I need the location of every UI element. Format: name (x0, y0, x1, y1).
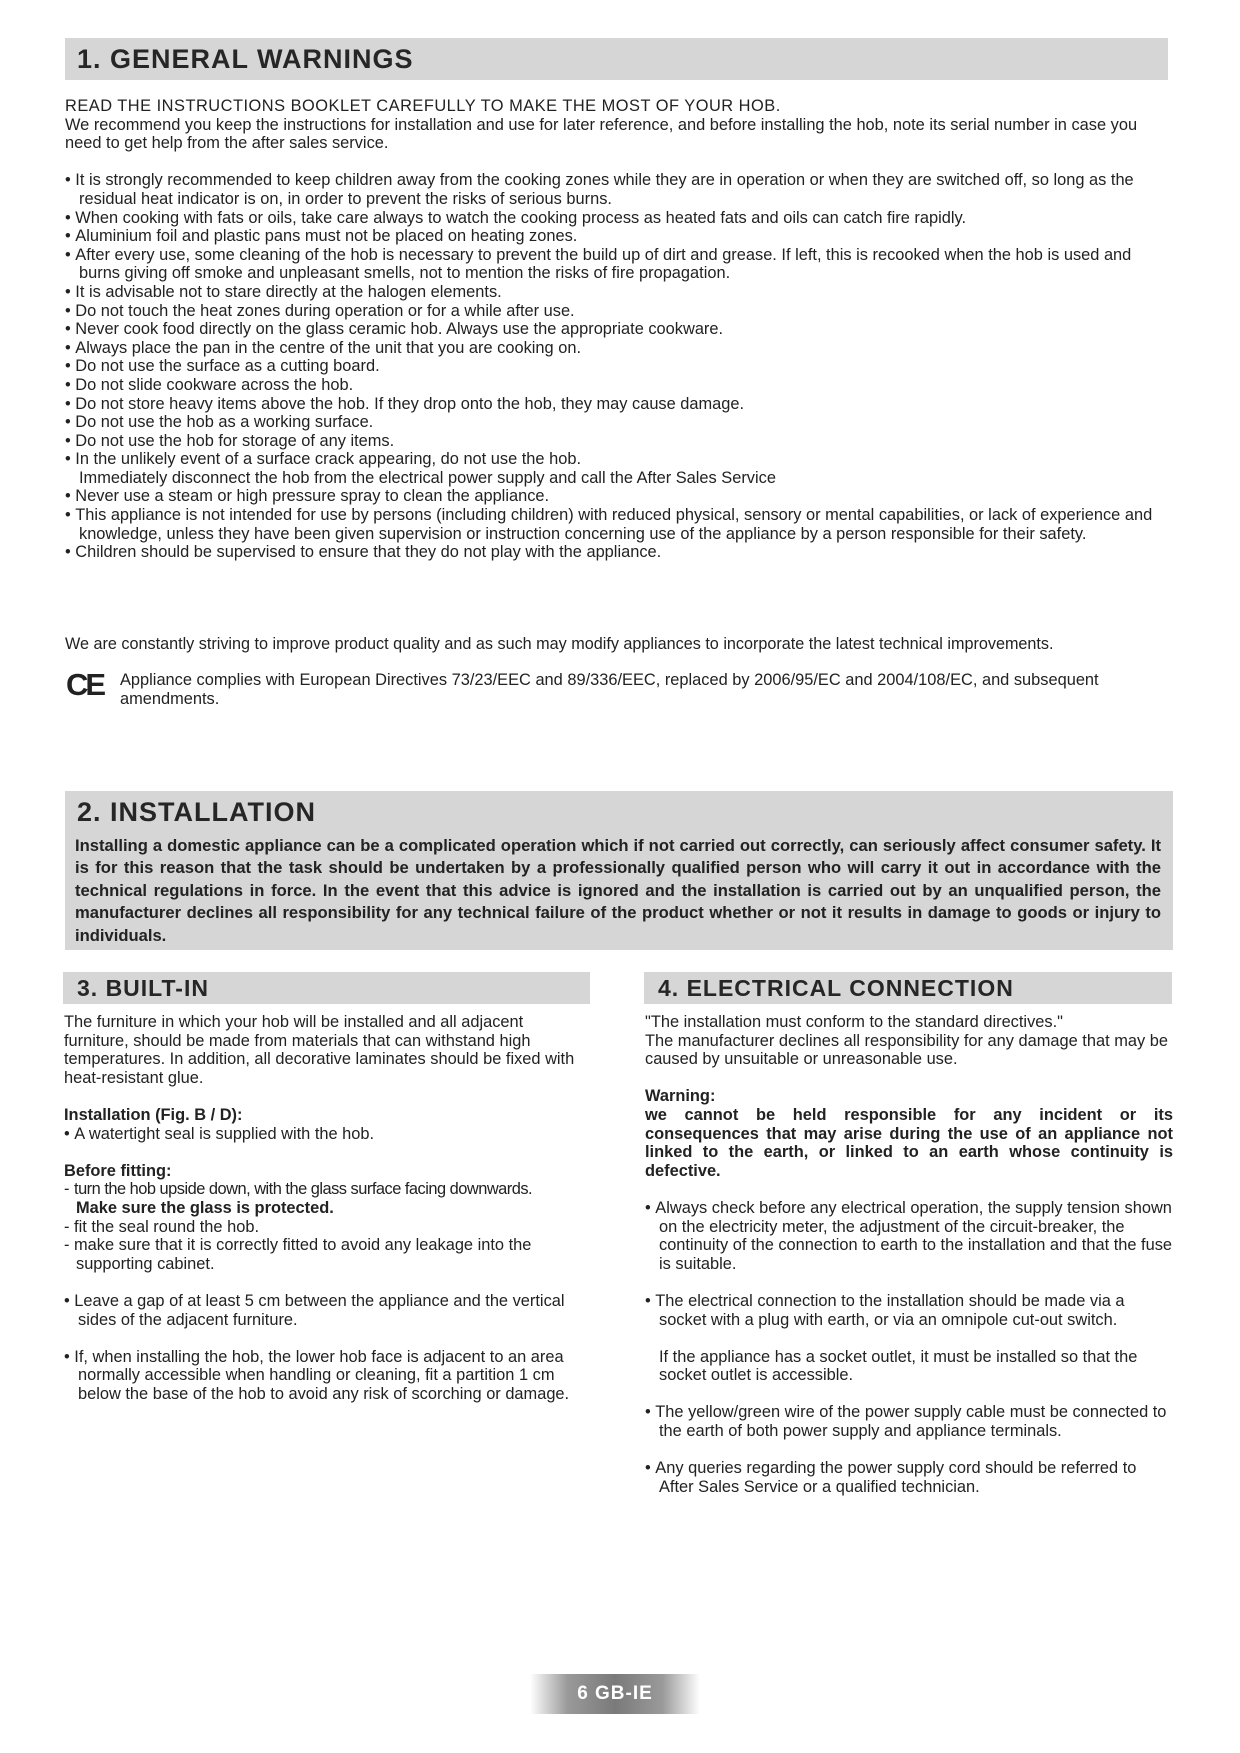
fitting-step-text: turn the hob upside down, with the glass surface facing downwards. (74, 1180, 533, 1199)
section-4-header: 4. ELECTRICAL CONNECTION (644, 972, 1172, 1004)
general-warnings-body (65, 97, 1173, 562)
ce-mark-icon: CE (66, 667, 104, 702)
section-3-header: 3. BUILT-IN (63, 972, 590, 1004)
socket-outlet-note: If the appliance has a socket outlet, it must be installed so that the socket outlet is accessible. (659, 1347, 1138, 1385)
list-item: • Do not use the hob for storage of any items. (65, 432, 1173, 451)
fitting-step: - make sure that it is correctly fitted to avoid any leakage into the supporting cabinet. (64, 1236, 591, 1273)
list-item: • If, when installing the hob, the lower hob face is adjacent to an area normally accessible when handling or cleaning, fit a partition 1 cm below the base of the hob to avoid any risk of scorching or damage. (64, 1348, 591, 1404)
before-fitting-heading: Before fitting: (64, 1161, 172, 1180)
crack-warning-continued: Immediately disconnect the hob from the electrical power supply and call the After Sales Service (79, 468, 776, 487)
list-item: • Do not use the hob as a working surface. (65, 413, 1173, 432)
intro-text: We recommend you keep the instructions for installation and use for later reference, and before installing the hob, note its serial number in case you need to get help from the after sales service. (65, 115, 1138, 153)
list-item: • It is advisable not to stare directly at the halogen elements. (65, 283, 1173, 302)
list-item: • This appliance is not intended for use by persons (including children) with reduced physical, sensory or mental capabilities, or lack of experience and knowledge, unless they have been given supervision or instruction concerning use of the appliance by a person responsible for their safety. (65, 506, 1173, 543)
section-2-header: 2. INSTALLATION (65, 791, 1173, 833)
section-1-header: 1. GENERAL WARNINGS (65, 38, 1168, 80)
ce-compliance-text: Appliance complies with European Directives 73/23/EEC and 89/336/EEC, replaced by 2006/95/EC and 2004/108/EC, and subsequent amendments. (120, 671, 1099, 708)
warnings-list (65, 171, 1173, 561)
crack-warning: In the unlikely event of a surface crack appearing, do not use the hob. (75, 450, 581, 469)
list-item: • Do not touch the heat zones during operation or for a while after use. (65, 302, 1173, 321)
installation-warning: Installing a domestic appliance can be a complicated operation which if not carried out correctly, can seriously affect consumer safety. It is for this reason that the task should be undertaken by a professionally qualified person who will carry it out in accordance with the technical regulations in force. In the event that this advice is ignored and the installation is carried out by an unqualified person, the manufacturer declines all responsibility for any technical failure of the product whether or not it results in damage to goods or injury to individuals. (65, 832, 1173, 950)
glass-protected-note: Make sure the glass is protected. (76, 1198, 334, 1217)
list-item: • Children should be supervised to ensure that they do not play with the appliance. (65, 543, 1173, 562)
fitting-step: - fit the seal round the hob. (64, 1218, 591, 1237)
improvement-note: We are constantly striving to improve product quality and as such may modify appliances to incorporate the latest technical improvements. (65, 635, 1054, 653)
list-item (645, 1292, 1173, 1385)
electrical-connection-body (645, 1013, 1173, 1496)
warning-heading: Warning: (645, 1087, 716, 1106)
earth-warning: we cannot be held responsible for any incident or its consequences that may arise during the use of an appliance not linked to the earth, or linked to an earth whose continuity is defective. (645, 1105, 1173, 1180)
list-item: • Always check before any electrical operation, the supply tension shown on the electricity meter, the adjustment of the circuit-breaker, the continuity of the connection to earth to the installation and that the fuse is suitable. (645, 1199, 1173, 1273)
list-item: • Never cook food directly on the glass ceramic hob. Always use the appropriate cookware. (65, 320, 1173, 339)
list-item: • Do not store heavy items above the hob. If they drop onto the hob, they may cause damage. (65, 395, 1173, 414)
list-item: • Do not slide cookware across the hob. (65, 376, 1173, 395)
built-in-intro: The furniture in which your hob will be installed and all adjacent furniture, should be made from materials that can withstand high temperatures. In addition, all decorative laminates should be fixed with heat-resistant glue. (64, 1013, 575, 1087)
standards-quote: "The installation must conform to the standard directives." (645, 1013, 1063, 1031)
list-item: • The yellow/green wire of the power supply cable must be connected to the earth of both power supply and appliance terminals. (645, 1403, 1173, 1440)
list-item: • Do not use the surface as a cutting board. (65, 357, 1173, 376)
list-item (65, 450, 1173, 487)
socket-connection-text: The electrical connection to the installation should be made via a socket with a plug with earth, or via an omnipole cut-out switch. (655, 1291, 1125, 1329)
list-item: • Aluminium foil and plastic pans must not be placed on heating zones. (65, 227, 1173, 246)
list-item: • Any queries regarding the power supply cord should be referred to After Sales Service or a qualified technician. (645, 1459, 1173, 1496)
intro-heading: READ THE INSTRUCTIONS BOOKLET CAREFULLY TO MAKE THE MOST OF YOUR HOB. (65, 97, 781, 115)
page-number: 6 GB-IE (530, 1674, 700, 1714)
list-item: • After every use, some cleaning of the hob is necessary to prevent the build up of dirt and grease. If left, this is recooked when the hob is used and burns giving off smoke and unpleasant smells, not to mention the risks of fire propagation. (65, 246, 1173, 283)
list-item: • It is strongly recommended to keep children away from the cooking zones while they are in operation or when they are switched off, so long as the residual heat indicator is on, in order to prevent the risks of serious burns. (65, 171, 1173, 208)
list-item: • Never use a steam or high pressure spray to clean the appliance. (65, 487, 1173, 506)
fitting-step (64, 1180, 591, 1217)
installation-heading: Installation (Fig. B / D): (64, 1105, 243, 1124)
list-item: • A watertight seal is supplied with the hob. (64, 1125, 591, 1144)
built-in-body (64, 1013, 591, 1403)
list-item: • Always place the pan in the centre of the unit that you are cooking on. (65, 339, 1173, 358)
manufacturer-disclaimer: The manufacturer declines all responsibility for any damage that may be caused by unsuitable or unreasonable use. (645, 1031, 1168, 1069)
list-item: • Leave a gap of at least 5 cm between the appliance and the vertical sides of the adjacent furniture. (64, 1292, 591, 1329)
list-item: • When cooking with fats or oils, take care always to watch the cooking process as heated fats and oils can catch fire rapidly. (65, 209, 1173, 228)
